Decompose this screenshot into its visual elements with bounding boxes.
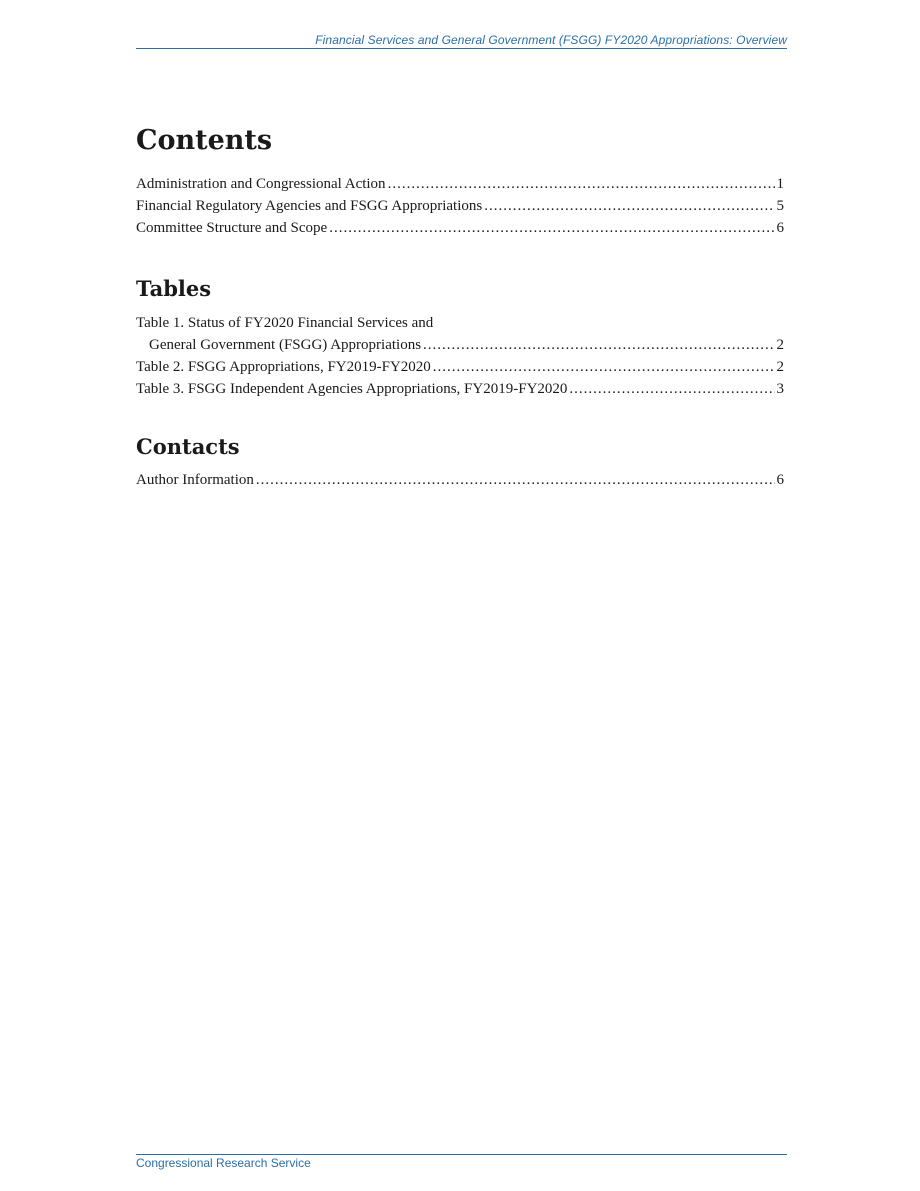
toc-entry[interactable]: [136, 356, 784, 378]
toc-page-number: 1: [776, 176, 784, 192]
footer-rule: [136, 1154, 787, 1155]
toc-entry-text: Table 2. FSGG Appropriations, FY2019-FY2020: [136, 359, 431, 375]
footer-text: Congressional Research Service: [136, 1156, 311, 1170]
toc-entry-first-line[interactable]: [136, 312, 784, 334]
tables-list: [136, 312, 784, 400]
toc-entry[interactable]: [136, 469, 784, 491]
dot-leader: [256, 469, 775, 491]
toc-entry-text: General Government (FSGG) Appropriations: [149, 337, 422, 353]
header-rule: [136, 48, 787, 49]
toc-entry[interactable]: [136, 378, 784, 400]
toc-page-number: 5: [776, 198, 784, 214]
toc-entry[interactable]: [136, 217, 784, 239]
toc-entry-text: Author Information: [136, 472, 254, 488]
toc-entry-text: Committee Structure and Scope: [136, 220, 328, 236]
contents-list: [136, 173, 784, 239]
toc-entry-continuation[interactable]: [136, 334, 784, 356]
contacts-title: Contacts: [136, 434, 240, 459]
toc-page-number: 3: [776, 381, 784, 397]
dot-leader: [388, 173, 775, 195]
toc-entry-text: Table 1. Status of FY2020 Financial Services and: [136, 315, 434, 331]
toc-entry-text: Administration and Congressional Action: [136, 176, 386, 192]
toc-page-number: 6: [776, 220, 784, 236]
contacts-list: [136, 469, 784, 491]
running-header: Financial Services and General Government (FSGG) FY2020 Appropriations: Overview: [315, 33, 787, 47]
contents-title: Contents: [136, 125, 273, 156]
toc-page-number: 2: [776, 359, 784, 375]
dot-leader: [484, 195, 774, 217]
dot-leader: [433, 356, 775, 378]
toc-entry[interactable]: [136, 195, 784, 217]
toc-entry-text: Financial Regulatory Agencies and FSGG Appropriations: [136, 198, 483, 214]
toc-page-number: 2: [776, 337, 784, 353]
dot-leader: [423, 334, 774, 356]
dot-leader: [569, 378, 774, 400]
toc-entry-text: Table 3. FSGG Independent Agencies Appropriations, FY2019-FY2020: [136, 381, 568, 397]
toc-page-number: 6: [776, 472, 784, 488]
tables-title: Tables: [136, 276, 212, 301]
toc-entry[interactable]: [136, 173, 784, 195]
dot-leader: [329, 217, 774, 239]
